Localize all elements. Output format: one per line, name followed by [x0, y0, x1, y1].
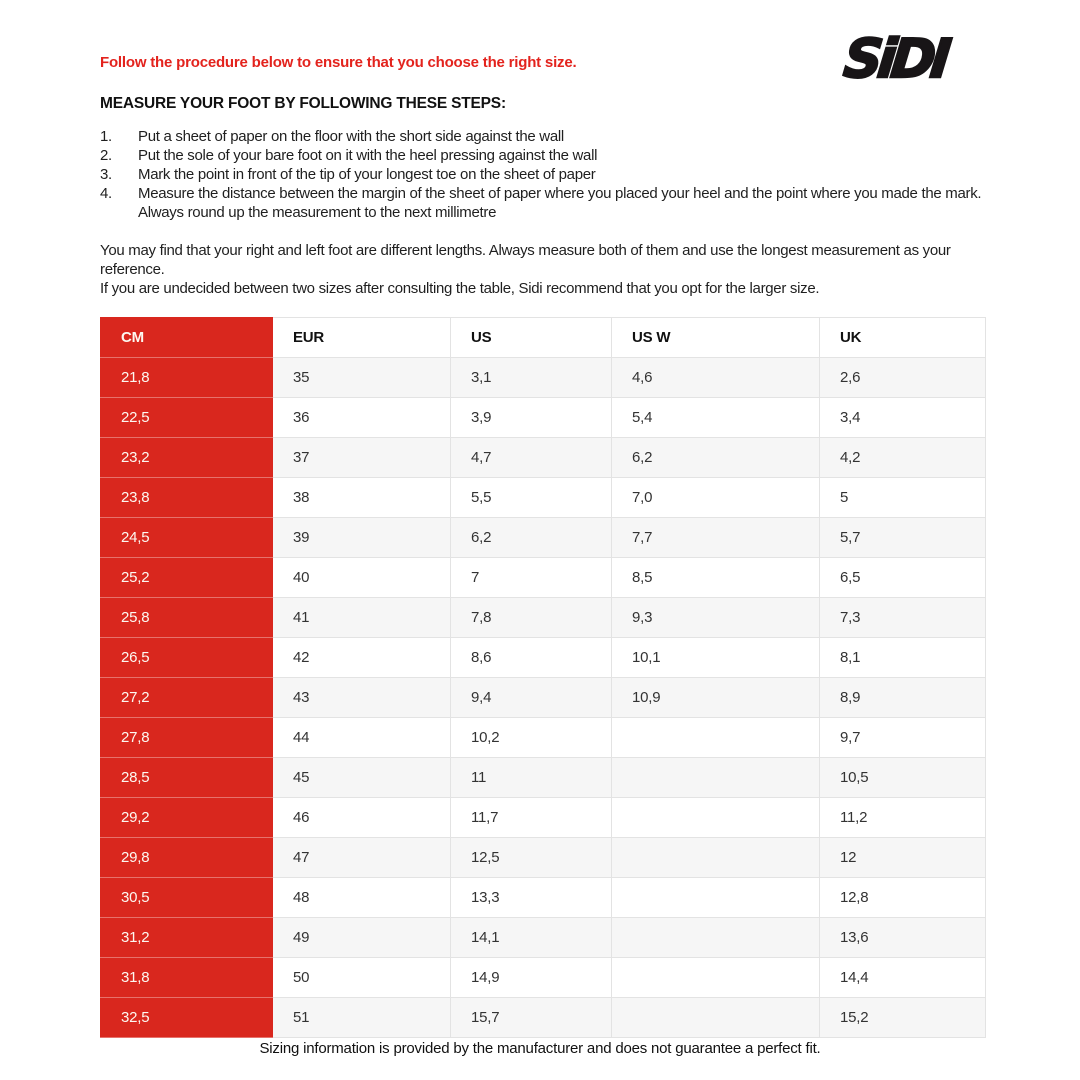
size-value-cell: 50 [273, 958, 451, 998]
size-value-cell: 38 [273, 478, 451, 518]
step-number: 4. [100, 185, 112, 202]
size-value-cell: 47 [273, 838, 451, 878]
cm-value-cell: 32,5 [101, 998, 273, 1038]
cm-value-cell: 28,5 [101, 758, 273, 798]
cm-value-cell: 27,2 [101, 678, 273, 718]
size-value-cell: 12 [820, 838, 986, 878]
column-header-us-w: US W [612, 318, 820, 358]
column-header-uk: UK [820, 318, 986, 358]
size-table-head [101, 318, 986, 358]
size-value-cell: 9,3 [612, 598, 820, 638]
size-value-cell: 39 [273, 518, 451, 558]
size-value-cell: 3,9 [451, 398, 612, 438]
steps-heading: MEASURE YOUR FOOT BY FOLLOWING THESE STEPS: [100, 95, 506, 112]
size-value-cell: 7 [451, 558, 612, 598]
size-value-cell: 9,7 [820, 718, 986, 758]
cm-value-cell: 25,2 [101, 558, 273, 598]
cm-value-cell: 27,8 [101, 718, 273, 758]
table-row [101, 438, 986, 478]
size-value-cell: 14,9 [451, 958, 612, 998]
size-value-cell [612, 758, 820, 798]
cm-value-cell: 23,2 [101, 438, 273, 478]
size-value-cell [612, 998, 820, 1038]
size-value-cell: 42 [273, 638, 451, 678]
table-row [101, 478, 986, 518]
size-value-cell: 37 [273, 438, 451, 478]
size-value-cell [612, 838, 820, 878]
step-text: Measure the distance between the margin of the sheet of paper where you placed your heel and the point where you made the mark. Always round up the measurement to the next millimetre [138, 185, 982, 221]
size-value-cell: 4,6 [612, 358, 820, 398]
size-value-cell: 4,2 [820, 438, 986, 478]
cm-value-cell: 22,5 [101, 398, 273, 438]
cm-value-cell: 26,5 [101, 638, 273, 678]
size-value-cell [612, 718, 820, 758]
size-value-cell: 4,7 [451, 438, 612, 478]
size-value-cell: 40 [273, 558, 451, 598]
step-text: Mark the point in front of the tip of your longest toe on the sheet of paper [138, 166, 596, 183]
sidi-logo-text: SiDI [840, 28, 950, 90]
size-value-cell: 45 [273, 758, 451, 798]
size-value-cell: 11,2 [820, 798, 986, 838]
size-table [100, 317, 986, 1038]
size-value-cell: 36 [273, 398, 451, 438]
size-value-cell: 5,7 [820, 518, 986, 558]
size-value-cell: 7,3 [820, 598, 986, 638]
table-row [101, 958, 986, 998]
size-value-cell: 2,6 [820, 358, 986, 398]
size-value-cell: 8,6 [451, 638, 612, 678]
cm-value-cell: 25,8 [101, 598, 273, 638]
size-value-cell: 13,6 [820, 918, 986, 958]
table-row [101, 518, 986, 558]
size-value-cell: 5,4 [612, 398, 820, 438]
step-number: 3. [100, 166, 112, 183]
size-value-cell: 5,5 [451, 478, 612, 518]
step-item-4 [100, 184, 985, 222]
size-value-cell: 35 [273, 358, 451, 398]
content-area [100, 0, 985, 1038]
size-table-body [101, 358, 986, 1038]
table-row [101, 718, 986, 758]
size-value-cell: 8,5 [612, 558, 820, 598]
size-value-cell: 10,1 [612, 638, 820, 678]
table-row [101, 798, 986, 838]
size-value-cell: 9,4 [451, 678, 612, 718]
size-value-cell: 10,2 [451, 718, 612, 758]
size-value-cell: 15,2 [820, 998, 986, 1038]
table-row [101, 838, 986, 878]
procedure-instruction: Follow the procedure below to ensure that you choose the right size. [100, 54, 577, 71]
size-value-cell: 5 [820, 478, 986, 518]
step-text: Put the sole of your bare foot on it with the heel pressing against the wall [138, 147, 598, 164]
size-value-cell: 3,4 [820, 398, 986, 438]
table-row [101, 638, 986, 678]
size-value-cell: 14,4 [820, 958, 986, 998]
cm-value-cell: 29,8 [101, 838, 273, 878]
size-value-cell: 10,5 [820, 758, 986, 798]
column-header-eur: EUR [273, 318, 451, 358]
note-measure-both: You may find that your right and left foot are different lengths. Always measure both of them and use the longest measurement as your reference. [100, 242, 955, 278]
table-row [101, 918, 986, 958]
table-row [101, 998, 986, 1038]
size-value-cell: 7,8 [451, 598, 612, 638]
table-row [101, 358, 986, 398]
notes-block [100, 241, 985, 298]
step-number: 1. [100, 128, 112, 145]
note-larger-size: If you are undecided between two sizes after consulting the table, Sidi recommend that you opt for the larger size. [100, 280, 820, 297]
size-value-cell: 51 [273, 998, 451, 1038]
step-item-1 [100, 127, 985, 146]
size-value-cell [612, 958, 820, 998]
table-row [101, 678, 986, 718]
cm-value-cell: 23,8 [101, 478, 273, 518]
table-row [101, 398, 986, 438]
steps-list [100, 127, 985, 222]
header-row [101, 318, 986, 358]
table-row [101, 558, 986, 598]
size-value-cell: 41 [273, 598, 451, 638]
step-number: 2. [100, 147, 112, 164]
size-value-cell: 8,1 [820, 638, 986, 678]
size-value-cell: 12,5 [451, 838, 612, 878]
cm-value-cell: 31,2 [101, 918, 273, 958]
cm-value-cell: 29,2 [101, 798, 273, 838]
step-text: Put a sheet of paper on the floor with the short side against the wall [138, 128, 564, 145]
size-value-cell: 7,7 [612, 518, 820, 558]
step-item-3 [100, 165, 985, 184]
size-value-cell: 11,7 [451, 798, 612, 838]
size-value-cell: 49 [273, 918, 451, 958]
size-value-cell: 6,2 [612, 438, 820, 478]
size-value-cell: 43 [273, 678, 451, 718]
table-row [101, 878, 986, 918]
size-value-cell: 3,1 [451, 358, 612, 398]
size-value-cell: 10,9 [612, 678, 820, 718]
cm-value-cell: 31,8 [101, 958, 273, 998]
size-value-cell [612, 918, 820, 958]
size-value-cell: 15,7 [451, 998, 612, 1038]
cm-value-cell: 24,5 [101, 518, 273, 558]
footer-disclaimer: Sizing information is provided by the manufacturer and does not guarantee a perfect fit. [259, 1040, 821, 1057]
size-value-cell [612, 878, 820, 918]
size-value-cell: 13,3 [451, 878, 612, 918]
column-header-us: US [451, 318, 612, 358]
table-row [101, 598, 986, 638]
column-header-cm: CM [101, 318, 273, 358]
size-value-cell: 7,0 [612, 478, 820, 518]
size-value-cell: 12,8 [820, 878, 986, 918]
size-value-cell [612, 798, 820, 838]
size-value-cell: 6,2 [451, 518, 612, 558]
size-value-cell: 44 [273, 718, 451, 758]
size-value-cell: 14,1 [451, 918, 612, 958]
cm-value-cell: 21,8 [101, 358, 273, 398]
step-item-2 [100, 146, 985, 165]
size-value-cell: 8,9 [820, 678, 986, 718]
table-row [101, 758, 986, 798]
size-value-cell: 48 [273, 878, 451, 918]
size-value-cell: 11 [451, 758, 612, 798]
size-value-cell: 46 [273, 798, 451, 838]
size-value-cell: 6,5 [820, 558, 986, 598]
cm-value-cell: 30,5 [101, 878, 273, 918]
